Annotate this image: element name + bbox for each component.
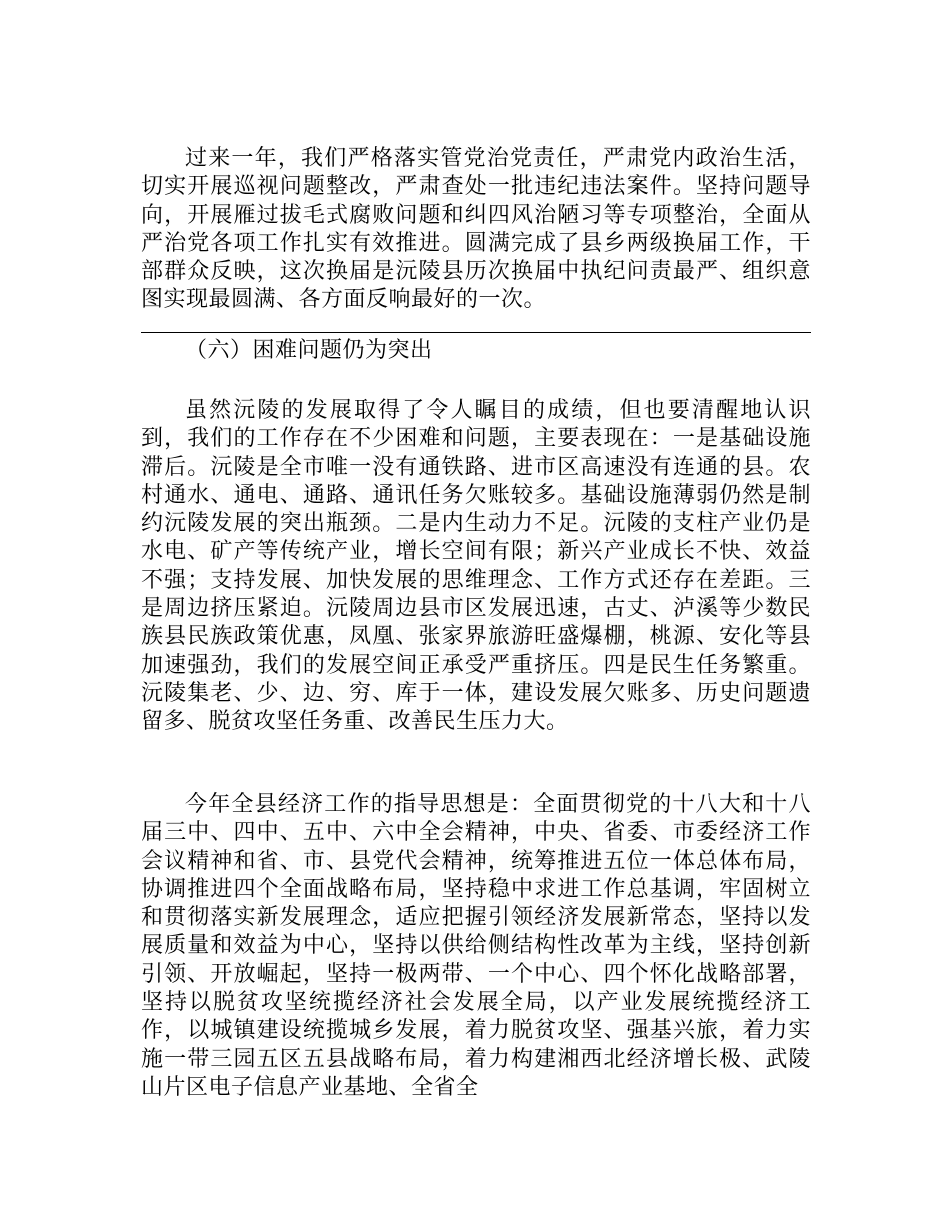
paragraph-guiding-ideology: 今年全县经济工作的指导思想是：全面贯彻党的十八大和十八届三中、四中、五中、六中全会精神，中央、省委、市委经济工作会议精神和省、市、县党代会精神，统筹推进五位一体总体布局，协调推进四个全面战略布局，坚持稳中求进工作总基调，牢固树立和贯彻落实新发展理念，适应把握引领经济发展新常态，坚持以发展质量和效益为中心，坚持以供给侧结构性改革为主线，坚持创新引领、开放崛起，坚持一极两带、一个中心、四个怀化战略部署，坚持以脱贫攻坚统揽经济社会发展全局，以产业发展统揽经济工作，以城镇建设统揽城乡发展，着力脱贫攻坚、强基兴旅，着力实施一带三园五区五县战略布局，着力构建湘西北经济增长极、武陵山片区电子信息产业基地、全省全 <box>141 792 811 1100</box>
paragraph-difficulties: 虽然沅陵的发展取得了令人瞩目的成绩，但也要清醒地认识到，我们的工作存在不少困难和问题，主要表现在：一是基础设施滞后。沅陵是全市唯一没有通铁路、进市区高速没有连通的县。农村通水、通电、通路、通讯任务欠账较多。基础设施薄弱仍然是制约沅陵发展的突出瓶颈。二是内生动力不足。沅陵的支柱产业仍是水电、矿产等传统产业，增长空间有限；新兴产业成长不快、效益不强；支持发展、加快发展的思维理念、工作方式还存在差距。三是周边挤压紧迫。沅陵周边县市区发展迅速，古丈、泸溪等少数民族县民族政策优惠，凤凰、张家界旅游旺盛爆棚，桃源、安化等县加速强劲，我们的发展空间正承受严重挤压。四是民生任务繁重。沅陵集老、少、边、穷、库于一体，建设发展欠账多、历史问题遗留多、脱贫攻坚任务重、改善民生压力大。 <box>141 398 811 735</box>
section-heading: （六）困难问题仍为突出 <box>185 338 433 363</box>
section-divider <box>141 332 811 333</box>
paragraph-party-governance: 过来一年，我们严格落实管党治党责任，严肃党内政治生活，切实开展巡视问题整改，严肃查处一批违纪违法案件。坚持问题导向，开展雁过拔毛式腐败问题和纠四风治陋习等专项整治，全面从严治党各项工作扎实有效推进。圆满完成了县乡两级换届工作，干部群众反映，这次换届是沅陵县历次换届中执纪问责最严、组织意图实现最圆满、各方面反响最好的一次。 <box>141 146 811 313</box>
